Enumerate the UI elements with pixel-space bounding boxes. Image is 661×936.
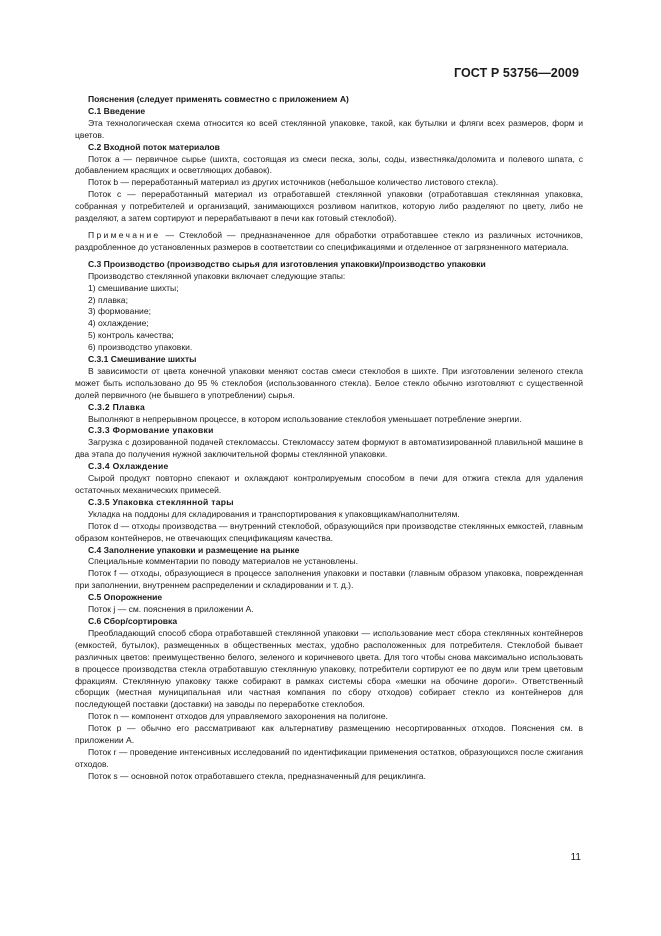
flow-s-text: Поток s — основной поток отработавшего стекла, предназначенный для рециклинга.: [88, 770, 426, 781]
list-item: 4) охлаждение;: [88, 318, 149, 329]
section-c5-heading: С.5 Опорожнение: [88, 592, 163, 603]
note-label: Примечание: [88, 229, 161, 240]
flow-a-text: Поток а — первичное сырье (шихта, состоящая из смеси песка, золы, соды, известняка/доломита и полевого шпата, с добавлением красящих и осветляющих добавок).: [75, 153, 583, 176]
intro-heading: Пояснения (следует применять совместно с приложением А): [88, 94, 349, 104]
section-c6-text: Преобладающий способ сбора отработавшей стеклянной упаковки — использование мест сбора стеклянных контейнеров (емкостей, бутылок), размещенных в общественных местах, удобно расположенных для потребителя. Стеклобой бывает различных цветов: преимущественно белого, зеленого и коричневого цвета. Для того чтобы снова максимально использовать в процессе производства стекла отработавшую стеклянную упаковку, потребители сортируют ее по двум или трем цветовым фракциям. Стеклянную упаковку также собирают в рамках системы сбора «мешки на обочине дороги». Ответственный сборщик (местная муниципальная или частная компания по сбору отходов) собирает стекло из контейнеров для последующей поставки (доставки) на заводы по переработке стеклобоя.: [75, 627, 583, 710]
section-c34-text: Сырой продукт повторно спекают и охлаждают контролируемым способом в печи для отжига стекла для удаления остаточных механических примесей.: [75, 473, 583, 495]
list-item: 6) производство упаковки.: [88, 342, 193, 353]
list-item: 1) смешивание шихты;: [88, 282, 179, 293]
section-c31-heading: С.3.1 Смешивание шихты: [88, 354, 197, 365]
flow-f-text: Поток f — отходы, образующиеся в процессе заполнения упаковки и поставки (главным образом упаковка, поврежденная при заполнении, внутреннем распределении и складировании и т. д.).: [75, 568, 583, 591]
section-c33-heading: С.3.3 Формование упаковки: [88, 425, 214, 436]
section-c31-text: В зависимости от цвета конечной упаковки меняют состав смеси стеклобоя в шихте. При изготовлении зеленого стекла может быть использовано до 95 % стеклобоя (использованного стекла). Белое стекло обычно изготовляют с существенной долей первичного (не бывшего в употреблении) сырья.: [75, 365, 583, 400]
section-c32-text: Выполняют в непрерывном процессе, в котором использование стеклобоя уменьшает потребление энергии.: [88, 413, 522, 424]
section-c3-text: Производство стеклянной упаковки включает следующие этапы:: [88, 270, 346, 281]
standard-designation: ГОСТ Р 53756—2009: [453, 66, 579, 80]
section-c3-heading: С.3 Производство (производство сырья для изготовления упаковки)/производство упаковки: [88, 258, 486, 269]
flow-p-text: Поток р — обычно его рассматривают как альтернативу размещению несортированных отходов. Пояснения см. в приложении А.: [75, 723, 583, 746]
section-c35-text: Укладка на поддоны для складирования и транспортирования к упаковщикам/наполнителям.: [88, 508, 460, 519]
section-c32-heading: С.3.2 Плавка: [88, 401, 146, 412]
note-text: — Стеклобой — предназначенное для обработки отработавшее стекло из различных источников, раздробленное до установленных размеров в соответствии со спецификациями и отделенное от загрязненного материала.: [75, 229, 583, 252]
section-c1-heading: С.1 Введение: [88, 105, 146, 116]
flow-b-text: Поток b — переработанный материал из других источников (небольшое количество листового стекла).: [88, 177, 499, 188]
page-content: [75, 94, 583, 783]
flow-n-text: Поток n — компонент отходов для управляемого захоронения на полигоне.: [88, 711, 388, 722]
section-c1-text: Эта технологическая схема относится ко всей стеклянной упаковке, такой, как бутылки и фляги всех размеров, форм и цветов.: [75, 117, 583, 140]
flow-d-text: Поток d — отходы производства — внутренний стеклобой, образующийся при производстве стеклянных емкостей, главным образом контейнеров, не отвечающих спецификациям качества.: [75, 520, 583, 543]
section-c2-heading: С.2 Входной поток материалов: [88, 141, 220, 152]
section-c6-heading: С.6 Сбор/сортировка: [88, 615, 178, 626]
section-c33-text: Загрузка с дозированной подачей стекломассы. Стекломассу затем формуют в автоматизированной плавильной машине в два этапа до получения нужной заключительной формы стеклянной упаковки.: [75, 437, 583, 460]
list-item: 5) контроль качества;: [88, 330, 174, 341]
section-c4-text: Специальные комментарии по поводу материалов не установлены.: [88, 556, 358, 567]
list-item: 2) плавка;: [88, 294, 128, 305]
flow-j-text: Поток j — см. пояснения в приложении А.: [88, 604, 254, 615]
section-c34-heading: С.3.4 Охлаждение: [88, 461, 169, 472]
section-c35-heading: С.3.5 Упаковка стеклянной тары: [88, 496, 234, 507]
section-c4-heading: С.4 Заполнение упаковки и размещение на рынке: [88, 544, 300, 555]
page-number: 11: [570, 852, 581, 863]
note-paragraph: [75, 230, 583, 254]
list-item: 3) формование;: [88, 306, 151, 317]
flow-r-text: Поток r — проведение интенсивных исследований по идентификации применения остатков, образующихся после сжигания отходов.: [75, 746, 583, 769]
flow-c-text: Поток с — переработанный материал из отработавшей стеклянной упаковки (отработавшая стеклянная упаковка, собранная у потребителей и организаций, занимающихся розливом напитков, которую либо разделяют по цвету, либо не разделяют, а затем сортируют и перерабатывают в печи как готовый стеклобой).: [75, 189, 583, 224]
